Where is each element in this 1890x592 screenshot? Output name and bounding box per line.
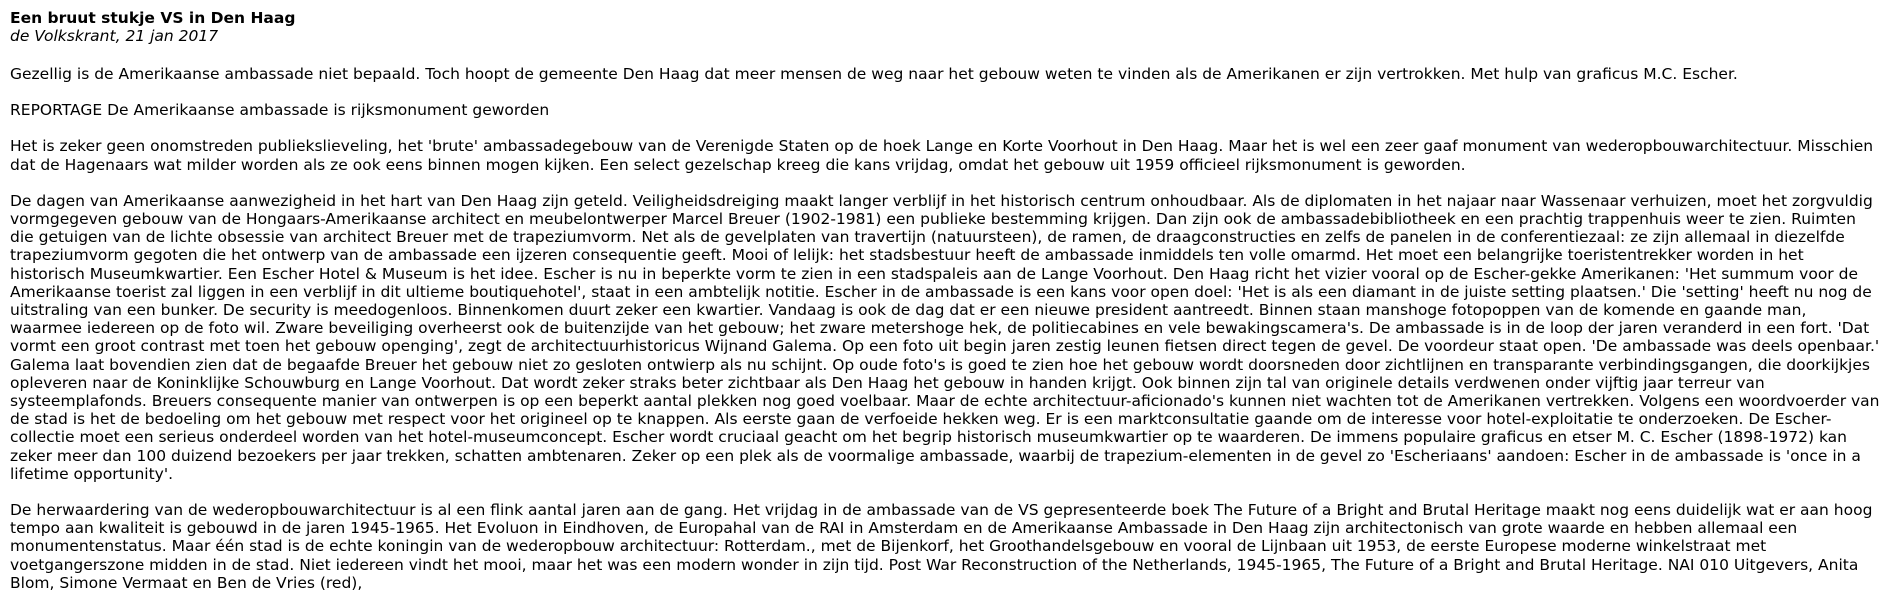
article-subheading-paragraph: REPORTAGE De Amerikaanse ambassade is rijksmonument geworden [10,101,550,120]
article-lead-paragraph: Gezellig is de Amerikaanse ambassade niet bepaald. Toch hoopt de gemeente Den Haag dat meer mensen de weg naar het gebouw weten te vinden als de Amerikanen er zijn vertrokken. Met hulp van graficus M.C. Escher. [10,65,1738,83]
article-body-paragraph: De dagen van Amerikaanse aanwezigheid in het hart van Den Haag zijn geteld. Veiligheidsdreiging maakt langer verblijf in het historisch centrum onhoudbaar. Als de diplomaten in het najaar naar Wassenaar verhuizen, moet het zorgvuldig vormgegeven gebouw van de Hongaars-Amerikaanse architect en meubelontwerper Marcel Breuer (1902-1981) een publieke bestemming krijgen. Dan zijn ook de ambassadebibliotheek en een prachtig trappenhuis weer te zien. Ruimten die getuigen van de lichte obsessie van architect Breuer met de trapeziumvorm. Net als de gevelplaten van travertijn (natuursteen), de ramen, de draagconstructies en zelfs de panelen in de conferentiezaal: ze zijn allemaal in diezelfde trapeziumvorm gegoten die het ontwerp van de ambassade een ijzeren consequentie geeft. Mooi of lelijk: het stadsbestuur heeft de ambassade inmiddels ten volle omarmd. Het moet een belangrijke toeristentrekker worden in het historisch Museumkwartier. Een Escher Hotel & Museum is het idee. Escher is nu in beperkte vorm te zien in een stadspaleis aan de Lange Voorhout. Den Haag richt het vizier vooral op de Escher-gekke Amerikanen: 'Het summum voor de Amerikaanse toerist zal liggen in een verblijf in dit ultieme boutiquehotel', staat in een ambtelijk notitie. Escher in de ambassade is een kans voor open doel: 'Het is als een diamant in de juiste setting plaatsen.' Die 'setting' heeft nu nog de uitstraling van een bunker. De security is meedogenloos. Binnenkomen duurt zeker een kwartier. Vandaag is ook de dag dat er een nieuwe president aantreedt. Binnen staan manshoge fotopoppen van de komende en gaande man, waarmee iedereen op de foto wil. Zware beveiliging overheerst ook de buitenzijde van het gebouw; het zware metershoge hek, de politiecabines en vele bewakingscamera's. De ambassade is in de loop der jaren veranderd in een fort. 'Dat vormt een groot contrast met toen het gebouw openging', zegt de architectuurhistoricus Wijnand Galema. Op een foto uit begin jaren zestig leunen fietsen direct tegen de gevel. De voordeur staat open. 'De ambassade was deels openbaar.' Galema laat bovendien zien dat de begaafde Breuer het gebouw niet zo gesloten ontwierp als nu schijnt. Op oude foto's is goed te zien hoe het gebouw wordt doorsneden door zichtlijnen en transparante verbindingsgangen, die doorkijkjes opleveren naar de Koninklijke Schouwburg en Lange Voorhout. Dat wordt zeker straks beter zichtbaar als Den Haag het gebouw in handen krijgt. Ook binnen zijn tal van originele details verdwenen onder vijftig jaar terreur van systeemplafonds. Breuers consequente manier van ontwerpen is op een beperkt aantal plekken nog goed voelbaar. Maar de echte architectuur-aficionado's kunnen niet wachten tot de Amerikanen vertrekken. Volgens een woordvoerder van de stad is het de bedoeling om het gebouw met respect voor het origineel op te knappen. Als eerste gaan de verfoeide hekken weg. Er is een marktconsultatie gaande om de interesse voor hotel-exploitatie te onderzoeken. De Escher-collectie moet een serieus onderdeel worden van het hotel-museumconcept. Escher wordt cruciaal geacht om het begrip historisch museumkwartier op te waarderen. De immens populaire graficus en etser M. C. Escher (1898-1972) kan zeker meer dan 100 duizend bezoekers per jaar trekken, schatten ambtenaren. Zeker op een plek als de voormalige ambassade, waarbij de trapezium-elementen in de gevel zo 'Escheriaans' aandoen: Escher in de ambassade is 'once in a lifetime opportunity'. [10,191,1880,483]
article-body-paragraph: De herwaardering van de wederopbouwarchitectuur is al een flink aantal jaren aan de gang. Het vrijdag in de ambassade van de VS gepresenteerde boek The Future of a Bright and Brutal Heritage maakt nog eens duidelijk wat er aan hoog tempo aan kwaliteit is gebouwd in de jaren 1945-1965. Het Evoluon in Eindhoven, de Europahal van de RAI in Amsterdam en de Amerikaanse Ambassade in Den Haag zijn architectonisch van grote waarde en hebben allemaal een monumentenstatus. Maar één stad is de echte koningin van de wederopbouw architectuur: Rotterdam., met de Bijenkorf, het Groothandelsgebouw en vooral de Lijnbaan uit 1953, de eerste Europese moderne winkelstraat met voetgangerszone midden in de stad. Niet iedereen vindt het mooi, maar het was een modern wonder in zijn tijd. Post War Reconstruction of the Netherlands, 1945-1965, The Future of a Bright and Brutal Heritage. NAI 010 Uitgevers, Anita Blom, Simone Vermaat en Ben de Vries (red), [10,501,1873,592]
article-title: Een bruut stukje VS in Den Haag [10,9,296,27]
article-body-paragraph: Het is zeker geen onomstreden publiekslieveling, het 'brute' ambassadegebouw van de Verenigde Staten op de hoek Lange en Korte Voorhout in Den Haag. Maar het is wel een zeer gaaf monument van wederopbouwarchitectuur. Misschien dat de Hagenaars wat milder worden als ze ook eens binnen mogen kijken. Een select gezelschap kreeg die kans vrijdag, omdat het gebouw uit 1959 officieel rijksmonument is geworden. [10,137,1874,174]
article-source-date: de Volkskrant, 21 jan 2017 [10,27,219,45]
